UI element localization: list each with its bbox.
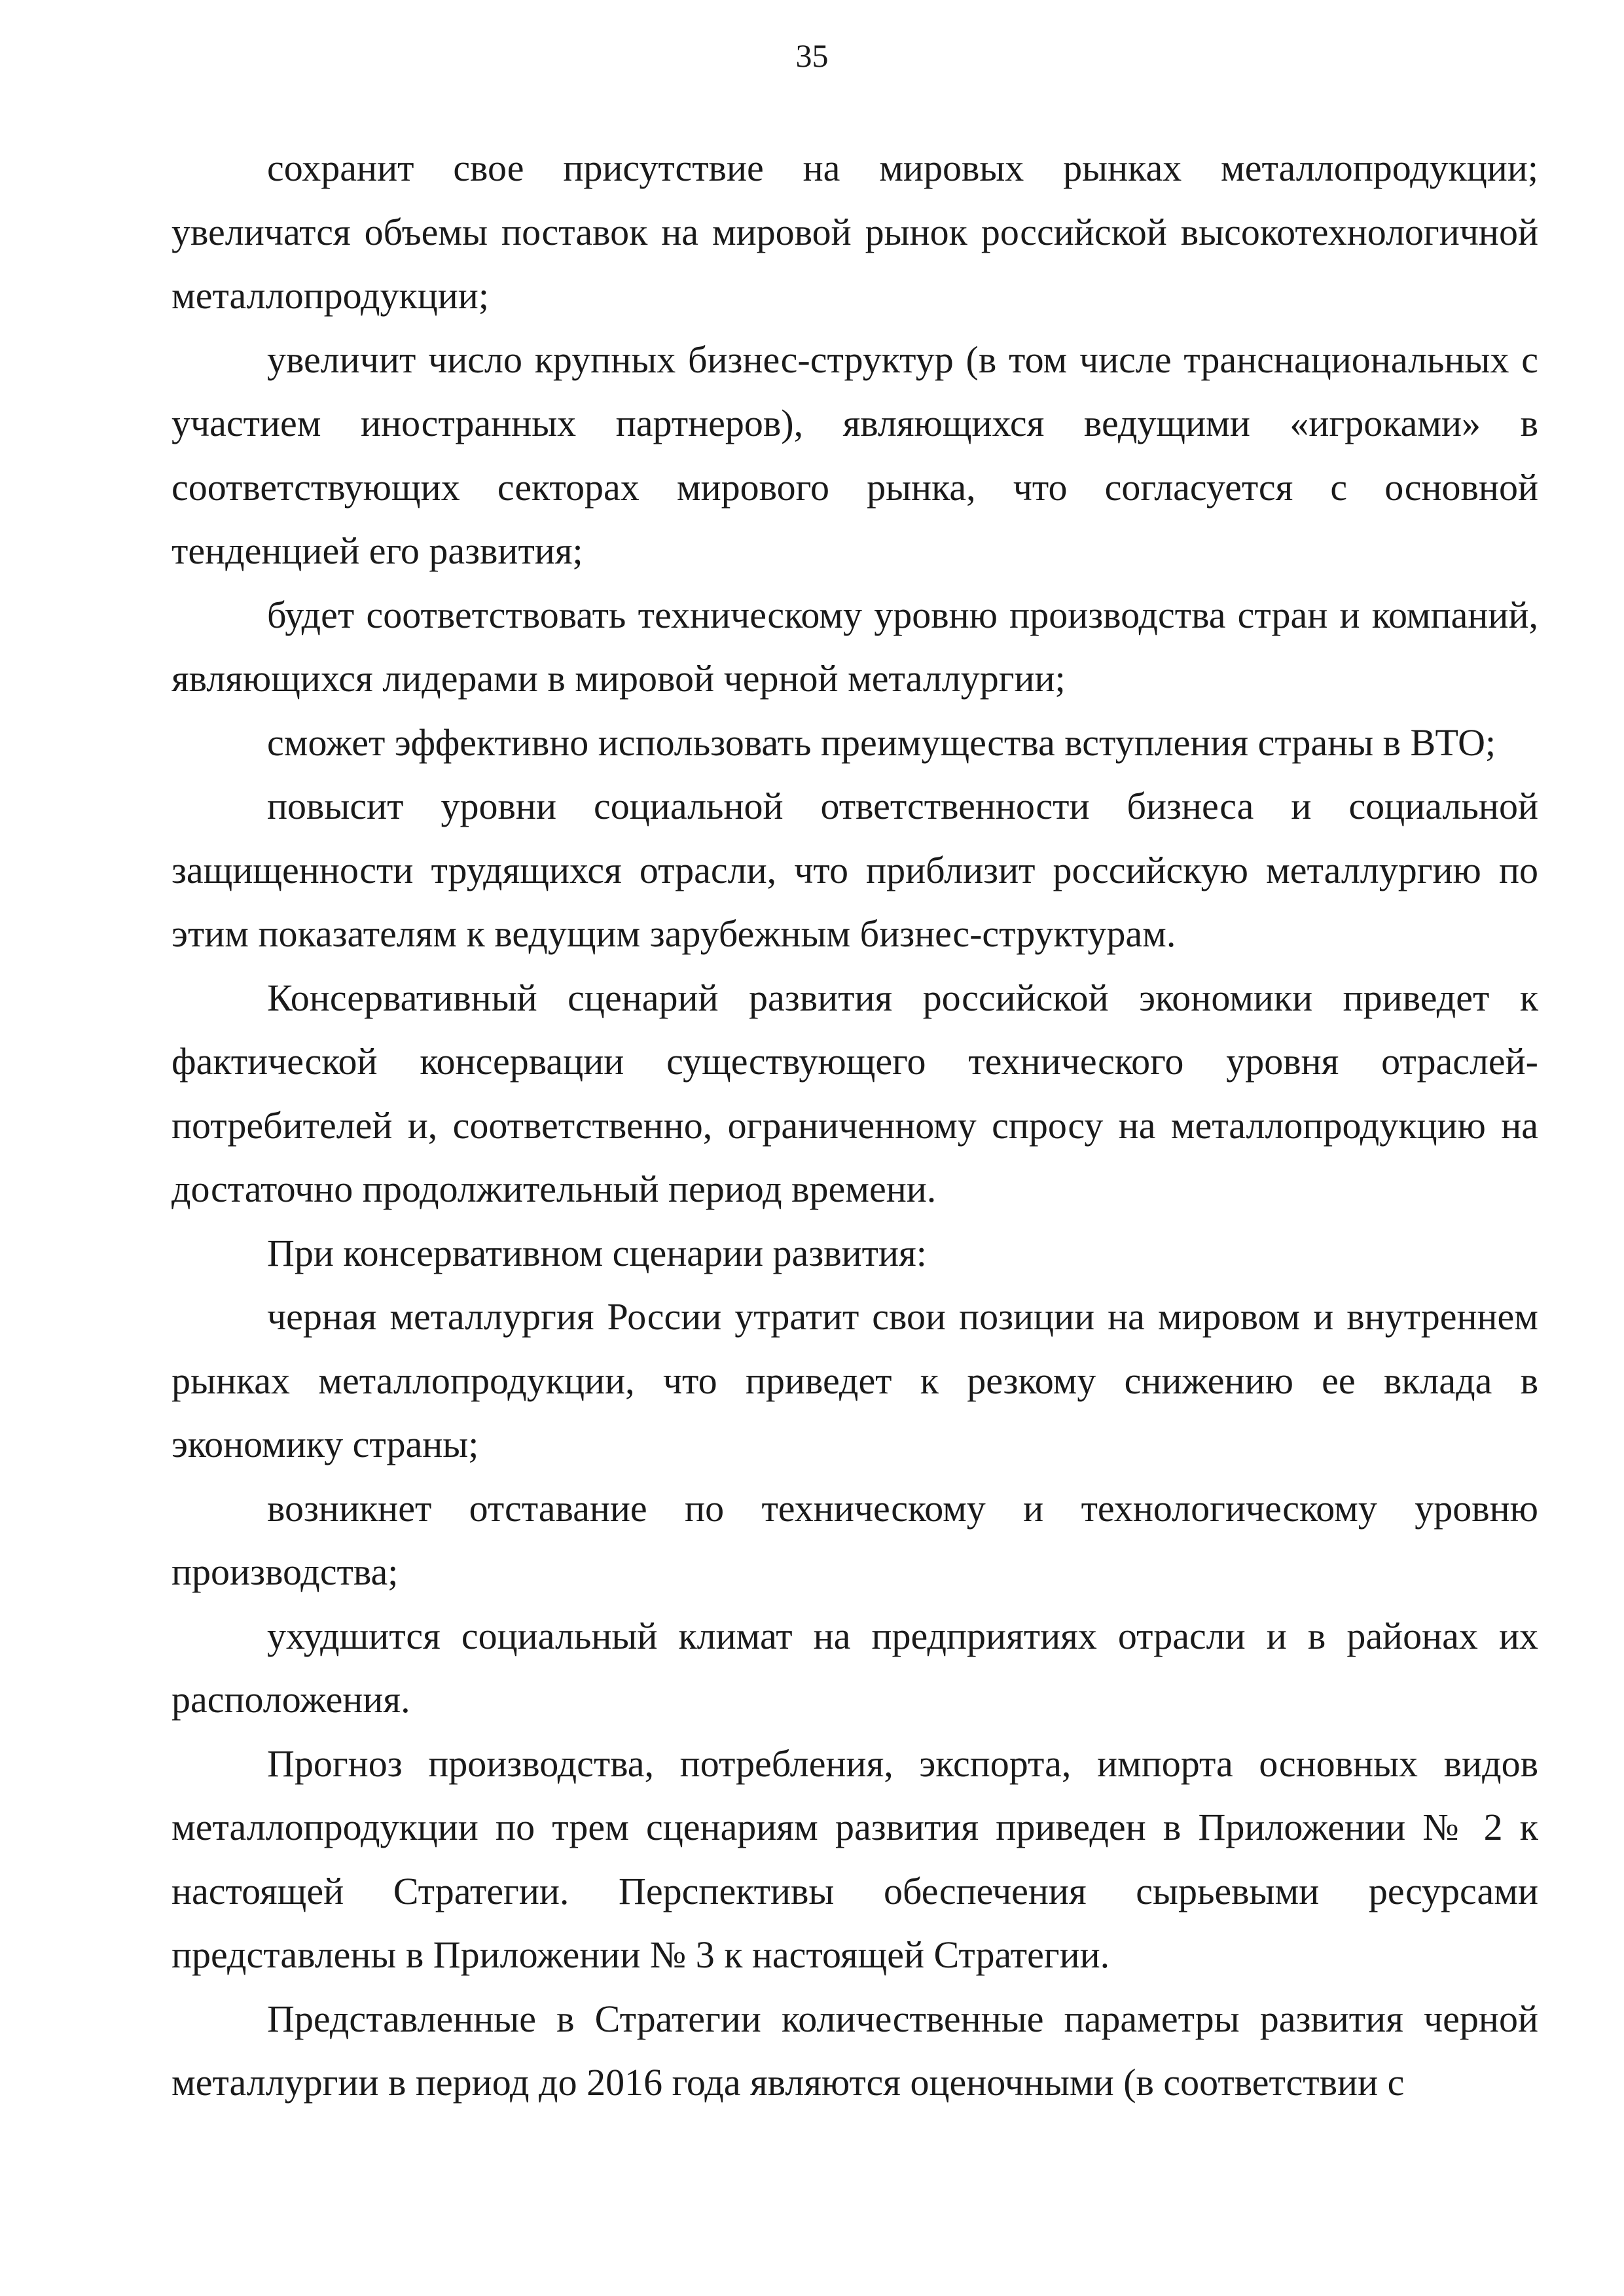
paragraph: черная металлургия России утратит свои позиции на мировом и внутреннем рынках металлопродукции, что приведет к резкому снижению ее вклада в экономику страны; bbox=[171, 1295, 1538, 1465]
paragraph: Прогноз производства, потребления, экспорта, импорта основных видов металлопродукции по трем сценариям развития приведен в Приложении № 2 к настоящей Стратегии. Перспективы обеспечения сырьевыми ресурсами представлены в Приложении № 3 к настоящей Стратегии. bbox=[171, 1742, 1538, 1976]
paragraph: При консервативном сценарии развития: bbox=[267, 1231, 927, 1274]
document-body bbox=[171, 136, 1538, 2115]
paragraph: ухудшится социальный климат на предприятиях отрасли и в районах их расположения. bbox=[171, 1614, 1538, 1721]
page-number: 35 bbox=[795, 37, 829, 74]
paragraph: увеличит число крупных бизнес-структур (в том числе транснациональных с участием иностранных партнеров), являющихся ведущими «игроками» в соответствующих секторах мирового рынка, что согласуется с основной тенденцией его развития; bbox=[171, 338, 1538, 572]
paragraph: сможет эффективно использовать преимущества вступления страны в ВТО; bbox=[267, 721, 1496, 764]
paragraph: Представленные в Стратегии количественные параметры развития черной металлургии в период до 2016 года являются оценочными (в соответствии с bbox=[171, 1997, 1538, 2104]
paragraph: Консервативный сценарий развития российской экономики приведет к фактической консервации существующего технического уровня отраслей-потребителей и, соответственно, ограниченному спросу на металлопродукцию на достаточно продолжительный период времени. bbox=[171, 976, 1538, 1210]
paragraph: возникнет отставание по техническому и технологическому уровню производства; bbox=[171, 1486, 1538, 1593]
paragraph: будет соответствовать техническому уровню производства стран и компаний, являющихся лидерами в мировой черной металлургии; bbox=[171, 593, 1538, 700]
paragraph: повысит уровни социальной ответственности бизнеса и социальной защищенности трудящихся отрасли, что приблизит российскую металлургию по этим показателям к ведущим зарубежным бизнес-структурам. bbox=[171, 785, 1538, 955]
paragraph: сохранит свое присутствие на мировых рынках металлопродукции; увеличатся объемы поставок на мировой рынок российской высокотехнологичной металлопродукции; bbox=[171, 147, 1538, 317]
